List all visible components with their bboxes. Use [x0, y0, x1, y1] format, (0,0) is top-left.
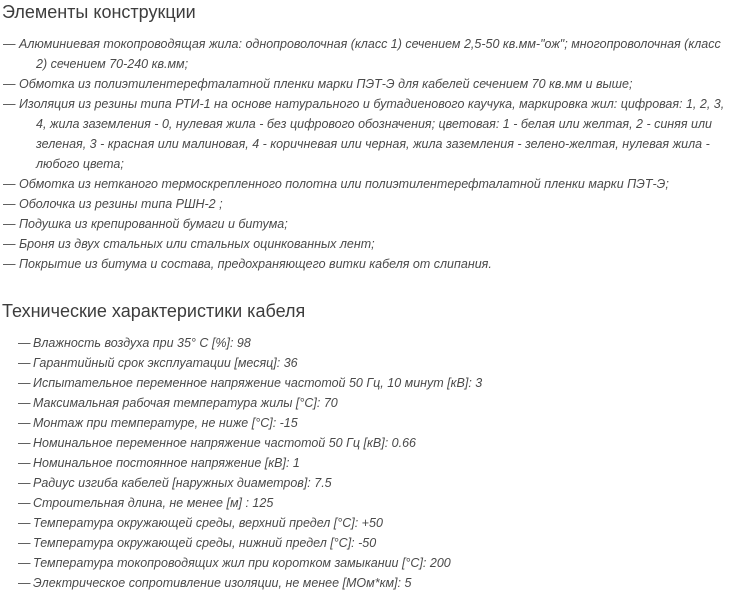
list-item: — Обмотка из полиэтилентерефталатной пленки марки ПЭТ-Э для кабелей сечением 70 кв.мм и выше;: [3, 77, 633, 91]
list-item: — Максимальная рабочая температура жилы [°С]: 70: [18, 393, 727, 413]
list-item: — Номинальное постоянное напряжение [кВ]: 1: [18, 453, 727, 473]
list-item: — Номинальное переменное напряжение частотой 50 Гц [кВ]: 0.66: [18, 433, 727, 453]
list-item: — Подушка из крепированной бумаги и битума;: [3, 217, 288, 231]
specs-list: [0, 333, 735, 593]
list-item: — Обмотка из нетканого термоскрепленного полотна или полиэтилентерефталатной пленки марки ПЭТ-Э;: [3, 177, 669, 191]
list-item: — Радиус изгиба кабелей [наружных диаметров]: 7.5: [18, 473, 727, 493]
dash-marker: —: [18, 376, 31, 390]
list-item: — Строительная длина, не менее [м] : 125: [18, 493, 727, 513]
list-item: — Покрытие из битума и состава, предохраняющего витки кабеля от слипания.: [3, 257, 492, 271]
dash-marker: —: [3, 197, 16, 211]
dash-marker: —: [3, 257, 16, 271]
list-item: — Влажность воздуха при 35° C [%]: 98: [18, 333, 727, 353]
dash-marker: —: [3, 217, 16, 231]
list-item: — Испытательное переменное напряжение частотой 50 Гц, 10 минут [кВ]: 3: [18, 373, 727, 393]
list-item: — Броня из двух стальных или стальных оцинкованных лент;: [3, 237, 375, 251]
specs-section: [0, 299, 735, 593]
dash-marker: —: [18, 476, 31, 490]
dash-marker: —: [3, 97, 16, 111]
dash-marker: —: [3, 177, 16, 191]
dash-marker: —: [18, 336, 31, 350]
construction-heading: Элементы конструкции: [2, 2, 196, 22]
list-item: — Температура окружающей среды, верхний предел [°С]: +50: [18, 513, 727, 533]
dash-marker: —: [18, 576, 31, 590]
construction-list: [0, 34, 735, 274]
list-item: — Изоляция из резины типа РТИ-1 на основе натурального и бутадиенового каучука, маркировка жил: цифровая: 1, 2, 3, 4, жила заземления - 0, нулевая жила - без цифрового обозначения; цветовая: 1 - белая или желтая, 2 - синяя или зеленая, 3 - красная или малиновая, 4 - коричневая или черная, жила заземления - зелено-желтая, нулевая жила - любого цвета;: [3, 97, 725, 171]
list-item: — Электрическое сопротивление изоляции, не менее [МОм*км]: 5: [18, 573, 727, 593]
dash-marker: —: [3, 237, 16, 251]
construction-section: [0, 0, 735, 274]
dash-marker: —: [18, 416, 31, 430]
dash-marker: —: [18, 516, 31, 530]
list-item: — Гарантийный срок эксплуатации [месяц]: 36: [18, 353, 727, 373]
list-item: — Температура окружающей среды, нижний предел [°С]: -50: [18, 533, 727, 553]
list-item: — Оболочка из резины типа РШН-2 ;: [3, 197, 223, 211]
dash-marker: —: [18, 496, 31, 510]
dash-marker: —: [3, 77, 16, 91]
dash-marker: —: [18, 396, 31, 410]
dash-marker: —: [18, 456, 31, 470]
list-item: — Температура токопроводящих жил при коротком замыкании [°С]: 200: [18, 553, 727, 573]
dash-marker: —: [18, 536, 31, 550]
dash-marker: —: [18, 356, 31, 370]
list-item: — Монтаж при температуре, не ниже [°С]: -15: [18, 413, 727, 433]
specs-heading: Технические характеристики кабеля: [2, 301, 306, 321]
dash-marker: —: [3, 37, 16, 51]
dash-marker: —: [18, 556, 31, 570]
list-item: — Алюминиевая токопроводящая жила: однопроволочная (класс 1) сечением 2,5-50 кв.мм-"ож"; многопроволочная (класс 2) сечением 70-240 кв.мм;: [3, 37, 721, 71]
dash-marker: —: [18, 436, 31, 450]
